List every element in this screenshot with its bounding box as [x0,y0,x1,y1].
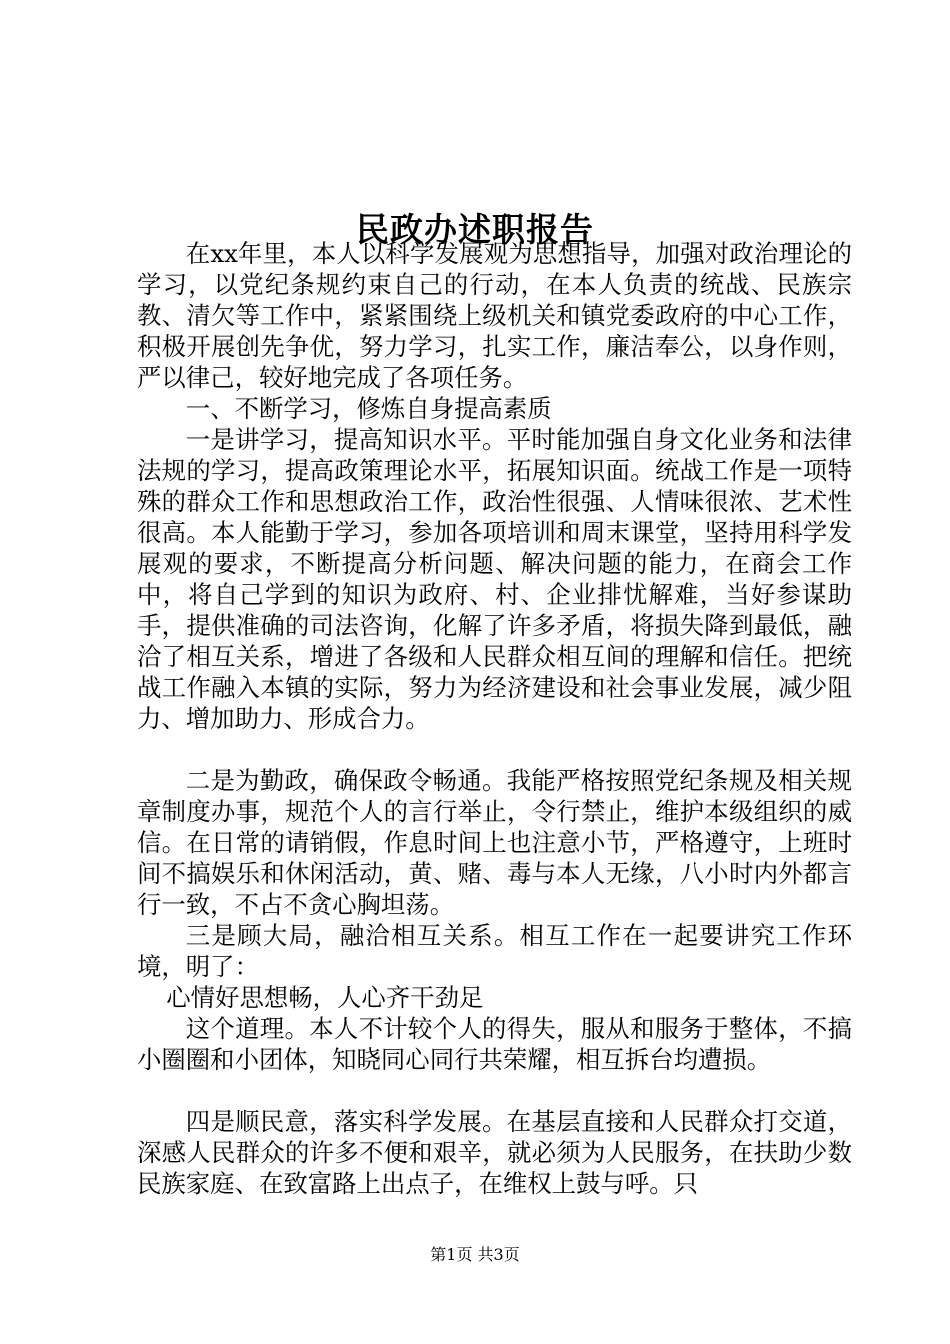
quote-line: 心情好思想畅，人心齐干劲足 [166,983,484,1012]
paragraph-study: 一是讲学习，提高知识水平。平时能加强自身文化业务和法律法规的学习，提高政策理论水平，拓展知识面。统战工作是一项特殊的群众工作和思想政治工作，政治性很强、人情味很浓、艺术性很高。本人能勤于学习，参加各项培训和周末课堂，坚持用科学发展观的要求，不断提高分析问题、解决问题的能力，在商会工作中，将自己学到的知识为政府、村、企业排忧解难，当好参谋助手，提供准确的司法咨询，化解了许多矛盾，将损失降到最低，融洽了相互关系，增进了各级和人民群众相互间的理解和信任。把统战工作融入本镇的实际，努力为经济建设和社会事业发展，减少阻力、增加助力、形成合力。 [137,425,852,733]
paragraph-diligence: 二是为勤政，确保政令畅通。我能严格按照党纪条规及相关规章制度办事，规范个人的言行举止，令行禁止，维护本级组织的威信。在日常的请销假，作息时间上也注意小节，严格遵守，上班时间不搞娱乐和休闲活动，黄、赌、毒与本人无缘，八小时内外都言行一致，不占不贪心胸坦荡。 [137,766,852,919]
section-heading: 一、不断学习，修炼自身提高素质 [185,394,552,423]
paragraph-public-will: 四是顺民意，落实科学发展。在基层直接和人民群众打交道，深感人民群众的许多不便和艰辛，就必须为人民服务，在扶助少数民族家庭、在致富路上出点子，在维权上鼓与呼。只 [137,1107,852,1198]
document-title: 民政办述职报告 [356,210,594,250]
intro-paragraph: 在xx年里，本人以科学发展观为思想指导，加强对政治理论的学习，以党纪条规约束自己的行动，在本人负责的统战、民族宗教、清欠等工作中，紧紧围绕上级机关和镇党委政府的中心工作，积极开展创先争优，努力学习，扎实工作，廉洁奉公，以身作则，严以律己，较好地完成了各项任务。 [137,239,852,392]
page-footer: 第1页 共3页 [430,1245,520,1264]
paragraph-overall-situation: 三是顾大局，融洽相互关系。相互工作在一起要讲究工作环境，明了： [137,921,852,981]
document-body [137,238,852,1199]
paragraph-principle: 这个道理。本人不计较个人的得失，服从和服务于整体，不搞小圈圈和小团体，知晓同心同行共荣耀，相互拆台均遭损。 [137,1014,852,1074]
